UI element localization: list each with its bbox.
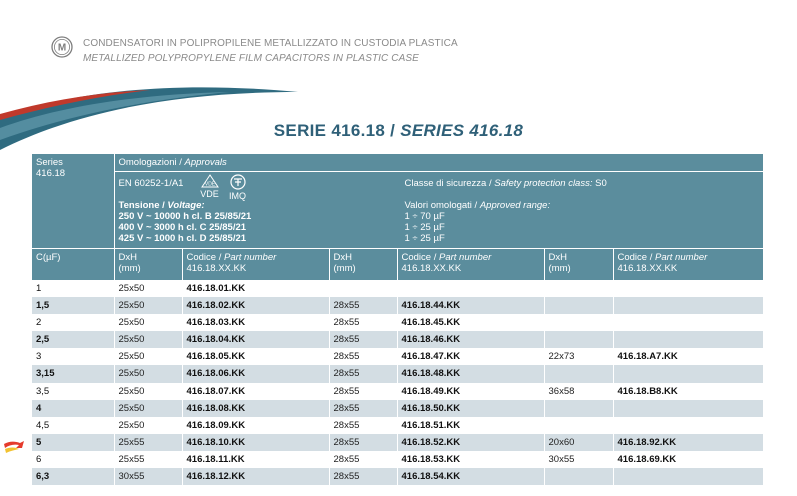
dimension-cell: 28x55 <box>329 417 397 434</box>
capacitance-cell: 3,15 <box>32 365 114 382</box>
safety-class: Classe di sicurezza / Safety protection class: S0 <box>404 178 607 189</box>
vde-mark: VDE VDE <box>200 174 220 200</box>
dimension-cell <box>544 314 613 331</box>
part-number-cell: 416.18.B8.KK <box>613 383 763 400</box>
part-number-cell <box>397 280 544 297</box>
series-title-it: SERIE 416.18 / <box>273 121 401 140</box>
series-label: Series <box>36 157 63 168</box>
dimension-cell: 25x50 <box>114 383 182 400</box>
part-number-cell: 416.18.10.KK <box>182 434 329 451</box>
dimension-cell: 28x55 <box>329 331 397 348</box>
dimension-cell: 28x55 <box>329 348 397 365</box>
dimension-cell <box>544 365 613 382</box>
part-number-cell: 416.18.07.KK <box>182 383 329 400</box>
part-number-cell: 416.18.09.KK <box>182 417 329 434</box>
table-row <box>32 451 763 468</box>
approval-standard: EN 60252-1/A1 <box>118 178 184 189</box>
dimension-cell: 36x58 <box>544 383 613 400</box>
part-number-cell <box>613 365 763 382</box>
voltage-block: Tensione / Voltage: 250 V ~ 10000 h cl. B 25/85/21 400 V ~ 3000 h cl. C 25/85/21 425 V ~ 1000 h cl. D 25/85/21 <box>118 200 252 244</box>
dimension-cell: 25x50 <box>114 314 182 331</box>
part-number-cell: 416.18.54.KK <box>397 468 544 485</box>
dimension-cell: 22x73 <box>544 348 613 365</box>
part-number-cell: 416.18.48.KK <box>397 365 544 382</box>
vde-triangle-icon <box>201 174 219 188</box>
part-number-cell: 416.18.03.KK <box>182 314 329 331</box>
table-row <box>32 400 763 417</box>
capacitance-cell: 2,5 <box>32 331 114 348</box>
part-number-cell: 416.18.69.KK <box>613 451 763 468</box>
part-number-cell: 416.18.45.KK <box>397 314 544 331</box>
dimension-cell: 25x50 <box>114 365 182 382</box>
dimension-cell: 25x50 <box>114 417 182 434</box>
table-row <box>32 383 763 400</box>
part-number-cell: 416.18.05.KK <box>182 348 329 365</box>
dimension-cell <box>329 280 397 297</box>
dimension-cell: 25x55 <box>114 451 182 468</box>
col-header-dxh-1: DxH (mm) <box>114 249 182 281</box>
dimension-cell: 28x55 <box>329 365 397 382</box>
part-number-cell: 416.18.46.KK <box>397 331 544 348</box>
part-number-cell: 416.18.52.KK <box>397 434 544 451</box>
part-number-cell: 416.18.02.KK <box>182 297 329 314</box>
part-number-cell <box>613 331 763 348</box>
col-header-code-1: Codice / Part number 416.18.XX.KK <box>182 249 329 281</box>
part-number-cell <box>613 280 763 297</box>
table-row <box>32 468 763 485</box>
series-title <box>0 121 797 141</box>
series-title-en: SERIES 416.18 <box>400 121 524 140</box>
part-number-cell: 416.18.06.KK <box>182 365 329 382</box>
capacitor-table <box>32 154 763 485</box>
dimension-cell: 25x50 <box>114 348 182 365</box>
part-number-cell: 416.18.A7.KK <box>613 348 763 365</box>
col-header-code-2: Codice / Part number 416.18.XX.KK <box>397 249 544 281</box>
imq-mark: IMQ <box>227 174 249 200</box>
capacitance-cell: 2 <box>36 317 42 329</box>
part-number-cell: 416.18.08.KK <box>182 400 329 417</box>
part-number-cell: 416.18.51.KK <box>397 417 544 434</box>
dimension-cell: 25x50 <box>114 280 182 297</box>
red-arrow-icon <box>3 440 25 454</box>
table-body <box>32 280 763 485</box>
part-number-cell: 416.18.49.KK <box>397 383 544 400</box>
part-number-cell <box>613 468 763 485</box>
svg-text:VDE: VDE <box>204 181 215 188</box>
capacitance-cell: 3 <box>36 351 42 363</box>
dimension-cell: 28x55 <box>329 400 397 417</box>
table-row <box>32 280 763 297</box>
imq-circle-icon <box>230 174 246 190</box>
dimension-cell: 25x55 <box>114 434 182 451</box>
approvals-cell <box>114 154 763 249</box>
part-number-cell: 416.18.92.KK <box>613 434 763 451</box>
capacitance-cell: 6,3 <box>32 468 114 485</box>
dimension-cell <box>544 297 613 314</box>
dimension-cell: 28x55 <box>329 297 397 314</box>
part-number-cell: 416.18.44.KK <box>397 297 544 314</box>
part-number-cell: 416.18.50.KK <box>397 400 544 417</box>
part-number-cell <box>613 297 763 314</box>
table-row <box>32 417 763 434</box>
table-row <box>32 297 763 314</box>
capacitance-cell: 4 <box>32 400 114 417</box>
approvals-title: Omologazioni / Approvals <box>118 157 227 168</box>
part-number-cell: 416.18.11.KK <box>182 451 329 468</box>
dimension-cell <box>544 417 613 434</box>
dimension-cell: 28x55 <box>329 434 397 451</box>
table-row <box>32 434 763 451</box>
table-row <box>32 331 763 348</box>
dimension-cell: 30x55 <box>114 468 182 485</box>
series-value: 416.18 <box>36 168 66 179</box>
part-number-cell: 416.18.12.KK <box>182 468 329 485</box>
svg-text:M: M <box>57 42 67 54</box>
part-number-cell <box>613 400 763 417</box>
col-header-capacitance: C(µF) <box>32 249 114 281</box>
part-number-cell: 416.18.04.KK <box>182 331 329 348</box>
approved-range: Valori omologati / Approved range: 1 ÷ 70 µF 1 ÷ 25 µF 1 ÷ 25 µF <box>404 200 551 244</box>
dimension-cell: 28x55 <box>329 468 397 485</box>
dimension-cell: 30x55 <box>544 451 613 468</box>
brand-logo <box>51 36 73 58</box>
dimension-cell: 25x50 <box>114 297 182 314</box>
dimension-cell: 25x50 <box>114 400 182 417</box>
part-number-cell <box>613 417 763 434</box>
part-number-cell: 416.18.47.KK <box>397 348 544 365</box>
table-row <box>32 348 763 365</box>
dimension-cell: 20x60 <box>544 434 613 451</box>
dimension-cell: 28x55 <box>329 383 397 400</box>
header-title-it: CONDENSATORI IN POLIPROPILENE METALLIZZATO IN CUSTODIA PLASTICA <box>83 38 458 49</box>
table-row <box>32 365 763 382</box>
part-number-cell <box>613 314 763 331</box>
capacitance-cell: 6 <box>36 453 42 465</box>
col-header-code-3: Codice / Part number 416.18.XX.KK <box>613 249 763 281</box>
capacitance-cell: 1,5 <box>32 297 114 314</box>
series-cell <box>32 154 114 249</box>
col-header-dxh-3: DxH (mm) <box>544 249 613 281</box>
capacitance-cell: 3,5 <box>36 385 50 397</box>
dimension-cell: 28x55 <box>329 451 397 468</box>
dimension-cell: 28x55 <box>329 314 397 331</box>
part-number-cell: 416.18.53.KK <box>397 451 544 468</box>
part-number-cell: 416.18.01.KK <box>182 280 329 297</box>
dimension-cell: 25x50 <box>114 331 182 348</box>
header-title-en: METALLIZED POLYPROPYLENE FILM CAPACITORS IN PLASTIC CASE <box>83 53 419 64</box>
col-header-dxh-2: DxH (mm) <box>329 249 397 281</box>
capacitance-cell: 4,5 <box>36 419 50 431</box>
table-row <box>32 314 763 331</box>
dimension-cell <box>544 331 613 348</box>
dimension-cell <box>544 400 613 417</box>
dimension-cell <box>544 468 613 485</box>
capacitance-cell: 1 <box>36 283 42 294</box>
capacitance-cell: 5 <box>32 434 114 451</box>
dimension-cell <box>544 280 613 297</box>
